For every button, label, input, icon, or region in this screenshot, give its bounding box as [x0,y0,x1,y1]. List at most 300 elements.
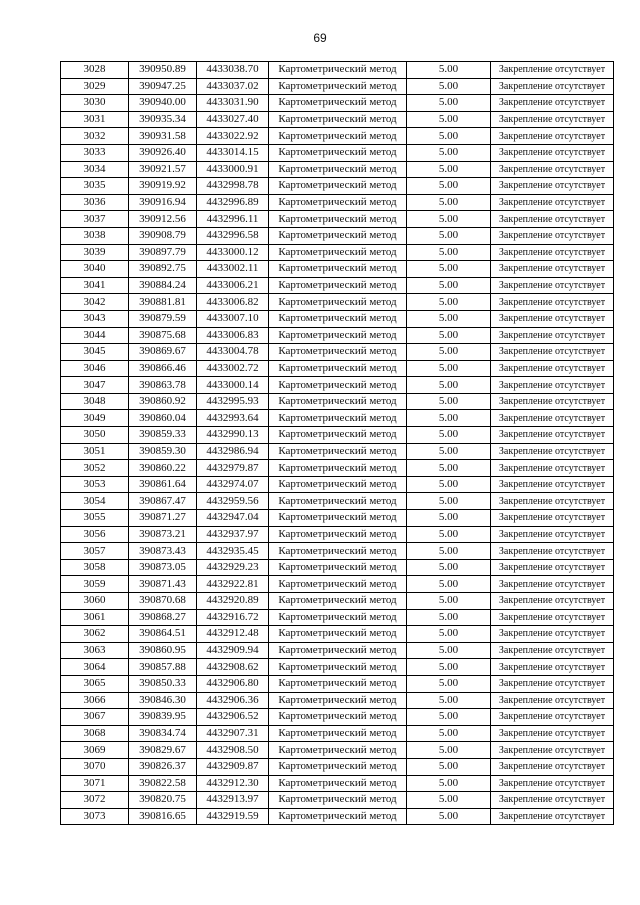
fixation-cell: Закрепление отсутствует [491,277,614,294]
y-coordinate-cell: 4432909.87 [197,758,269,775]
method-cell: Картометрический метод [269,709,407,726]
method-cell: Картометрический метод [269,675,407,692]
accuracy-cell: 5.00 [407,294,491,311]
accuracy-cell: 5.00 [407,476,491,493]
y-coordinate-cell: 4432913.97 [197,792,269,809]
y-coordinate-cell: 4433000.14 [197,377,269,394]
point-number-cell: 3061 [61,609,129,626]
method-cell: Картометрический метод [269,360,407,377]
table-row [61,742,614,759]
method-cell: Картометрический метод [269,626,407,643]
fixation-cell: Закрепление отсутствует [491,576,614,593]
accuracy-cell: 5.00 [407,344,491,361]
table-row [61,792,614,809]
table-row [61,277,614,294]
accuracy-cell: 5.00 [407,460,491,477]
method-cell: Картометрический метод [269,344,407,361]
coordinates-table [60,61,614,825]
table-row [61,410,614,427]
method-cell: Картометрический метод [269,310,407,327]
accuracy-cell: 5.00 [407,543,491,560]
table-row [61,476,614,493]
method-cell: Картометрический метод [269,111,407,128]
x-coordinate-cell: 390871.43 [129,576,197,593]
point-number-cell: 3031 [61,111,129,128]
y-coordinate-cell: 4432912.48 [197,626,269,643]
accuracy-cell: 5.00 [407,310,491,327]
fixation-cell: Закрепление отсутствует [491,78,614,95]
point-number-cell: 3060 [61,593,129,610]
fixation-cell: Закрепление отсутствует [491,742,614,759]
fixation-cell: Закрепление отсутствует [491,559,614,576]
fixation-cell: Закрепление отсутствует [491,294,614,311]
x-coordinate-cell: 390859.30 [129,443,197,460]
accuracy-cell: 5.00 [407,62,491,79]
accuracy-cell: 5.00 [407,675,491,692]
x-coordinate-cell: 390861.64 [129,476,197,493]
y-coordinate-cell: 4433006.83 [197,327,269,344]
table-row [61,526,614,543]
table-row [61,62,614,79]
accuracy-cell: 5.00 [407,111,491,128]
point-number-cell: 3052 [61,460,129,477]
y-coordinate-cell: 4432998.78 [197,178,269,195]
x-coordinate-cell: 390950.89 [129,62,197,79]
table-row [61,808,614,825]
accuracy-cell: 5.00 [407,725,491,742]
accuracy-cell: 5.00 [407,692,491,709]
table-row [61,128,614,145]
fixation-cell: Закрепление отсутствует [491,460,614,477]
x-coordinate-cell: 390822.58 [129,775,197,792]
point-number-cell: 3042 [61,294,129,311]
point-number-cell: 3071 [61,775,129,792]
x-coordinate-cell: 390863.78 [129,377,197,394]
fixation-cell: Закрепление отсутствует [491,808,614,825]
table-row [61,294,614,311]
table-row [61,144,614,161]
method-cell: Картометрический метод [269,460,407,477]
y-coordinate-cell: 4433031.90 [197,95,269,112]
method-cell: Картометрический метод [269,277,407,294]
y-coordinate-cell: 4433027.40 [197,111,269,128]
accuracy-cell: 5.00 [407,227,491,244]
fixation-cell: Закрепление отсутствует [491,709,614,726]
y-coordinate-cell: 4432908.62 [197,659,269,676]
method-cell: Картометрический метод [269,792,407,809]
point-number-cell: 3057 [61,543,129,560]
y-coordinate-cell: 4432906.52 [197,709,269,726]
accuracy-cell: 5.00 [407,178,491,195]
accuracy-cell: 5.00 [407,808,491,825]
method-cell: Картометрический метод [269,327,407,344]
fixation-cell: Закрепление отсутствует [491,626,614,643]
point-number-cell: 3066 [61,692,129,709]
accuracy-cell: 5.00 [407,510,491,527]
x-coordinate-cell: 390859.33 [129,427,197,444]
fixation-cell: Закрепление отсутствует [491,725,614,742]
y-coordinate-cell: 4433002.11 [197,261,269,278]
fixation-cell: Закрепление отсутствует [491,194,614,211]
y-coordinate-cell: 4433004.78 [197,344,269,361]
method-cell: Картометрический метод [269,593,407,610]
y-coordinate-cell: 4432986.94 [197,443,269,460]
accuracy-cell: 5.00 [407,642,491,659]
x-coordinate-cell: 390921.57 [129,161,197,178]
point-number-cell: 3043 [61,310,129,327]
x-coordinate-cell: 390860.95 [129,642,197,659]
fixation-cell: Закрепление отсутствует [491,675,614,692]
x-coordinate-cell: 390820.75 [129,792,197,809]
y-coordinate-cell: 4432937.97 [197,526,269,543]
fixation-cell: Закрепление отсутствует [491,526,614,543]
point-number-cell: 3059 [61,576,129,593]
table-row [61,244,614,261]
method-cell: Картометрический метод [269,692,407,709]
fixation-cell: Закрепление отсутствует [491,327,614,344]
table-row [61,493,614,510]
point-number-cell: 3073 [61,808,129,825]
method-cell: Картометрический метод [269,775,407,792]
accuracy-cell: 5.00 [407,95,491,112]
table-row [61,576,614,593]
method-cell: Картометрический метод [269,559,407,576]
table-row [61,725,614,742]
point-number-cell: 3041 [61,277,129,294]
fixation-cell: Закрепление отсутствует [491,543,614,560]
point-number-cell: 3030 [61,95,129,112]
accuracy-cell: 5.00 [407,559,491,576]
point-number-cell: 3056 [61,526,129,543]
point-number-cell: 3034 [61,161,129,178]
x-coordinate-cell: 390834.74 [129,725,197,742]
x-coordinate-cell: 390873.05 [129,559,197,576]
accuracy-cell: 5.00 [407,244,491,261]
y-coordinate-cell: 4432906.36 [197,692,269,709]
x-coordinate-cell: 390839.95 [129,709,197,726]
method-cell: Картометрический метод [269,227,407,244]
table-row [61,95,614,112]
fixation-cell: Закрепление отсутствует [491,443,614,460]
method-cell: Картометрический метод [269,443,407,460]
method-cell: Картометрический метод [269,725,407,742]
x-coordinate-cell: 390912.56 [129,211,197,228]
method-cell: Картометрический метод [269,410,407,427]
y-coordinate-cell: 4432993.64 [197,410,269,427]
table-row [61,543,614,560]
page-number: 69 [313,31,327,45]
method-cell: Картометрический метод [269,128,407,145]
y-coordinate-cell: 4432979.87 [197,460,269,477]
point-number-cell: 3067 [61,709,129,726]
fixation-cell: Закрепление отсутствует [491,244,614,261]
accuracy-cell: 5.00 [407,526,491,543]
accuracy-cell: 5.00 [407,277,491,294]
x-coordinate-cell: 390816.65 [129,808,197,825]
x-coordinate-cell: 390860.92 [129,393,197,410]
point-number-cell: 3070 [61,758,129,775]
method-cell: Картометрический метод [269,493,407,510]
method-cell: Картометрический метод [269,742,407,759]
fixation-cell: Закрепление отсутствует [491,692,614,709]
x-coordinate-cell: 390947.25 [129,78,197,95]
accuracy-cell: 5.00 [407,410,491,427]
table-row [61,675,614,692]
method-cell: Картометрический метод [269,178,407,195]
method-cell: Картометрический метод [269,393,407,410]
x-coordinate-cell: 390875.68 [129,327,197,344]
point-number-cell: 3047 [61,377,129,394]
method-cell: Картометрический метод [269,642,407,659]
x-coordinate-cell: 390908.79 [129,227,197,244]
table-row [61,609,614,626]
point-number-cell: 3065 [61,675,129,692]
accuracy-cell: 5.00 [407,427,491,444]
point-number-cell: 3035 [61,178,129,195]
method-cell: Картометрический метод [269,808,407,825]
accuracy-cell: 5.00 [407,144,491,161]
point-number-cell: 3038 [61,227,129,244]
table-row [61,227,614,244]
accuracy-cell: 5.00 [407,576,491,593]
point-number-cell: 3037 [61,211,129,228]
table-row [61,194,614,211]
accuracy-cell: 5.00 [407,78,491,95]
accuracy-cell: 5.00 [407,626,491,643]
point-number-cell: 3062 [61,626,129,643]
y-coordinate-cell: 4433000.12 [197,244,269,261]
y-coordinate-cell: 4432922.81 [197,576,269,593]
fixation-cell: Закрепление отсутствует [491,410,614,427]
fixation-cell: Закрепление отсутствует [491,128,614,145]
fixation-cell: Закрепление отсутствует [491,659,614,676]
accuracy-cell: 5.00 [407,709,491,726]
x-coordinate-cell: 390864.51 [129,626,197,643]
fixation-cell: Закрепление отсутствует [491,310,614,327]
point-number-cell: 3055 [61,510,129,527]
point-number-cell: 3046 [61,360,129,377]
x-coordinate-cell: 390916.94 [129,194,197,211]
fixation-cell: Закрепление отсутствует [491,642,614,659]
y-coordinate-cell: 4432908.50 [197,742,269,759]
point-number-cell: 3029 [61,78,129,95]
accuracy-cell: 5.00 [407,327,491,344]
x-coordinate-cell: 390860.04 [129,410,197,427]
accuracy-cell: 5.00 [407,194,491,211]
fixation-cell: Закрепление отсутствует [491,609,614,626]
table-row [61,510,614,527]
method-cell: Картометрический метод [269,427,407,444]
method-cell: Картометрический метод [269,294,407,311]
table-row [61,344,614,361]
fixation-cell: Закрепление отсутствует [491,510,614,527]
method-cell: Картометрический метод [269,609,407,626]
point-number-cell: 3072 [61,792,129,809]
x-coordinate-cell: 390850.33 [129,675,197,692]
x-coordinate-cell: 390871.27 [129,510,197,527]
y-coordinate-cell: 4432919.59 [197,808,269,825]
method-cell: Картометрический метод [269,144,407,161]
accuracy-cell: 5.00 [407,792,491,809]
table-row [61,377,614,394]
y-coordinate-cell: 4432920.89 [197,593,269,610]
x-coordinate-cell: 390870.68 [129,593,197,610]
fixation-cell: Закрепление отсутствует [491,144,614,161]
point-number-cell: 3040 [61,261,129,278]
y-coordinate-cell: 4433006.21 [197,277,269,294]
y-coordinate-cell: 4433022.92 [197,128,269,145]
accuracy-cell: 5.00 [407,161,491,178]
y-coordinate-cell: 4432996.11 [197,211,269,228]
point-number-cell: 3050 [61,427,129,444]
fixation-cell: Закрепление отсутствует [491,427,614,444]
table-body [61,62,614,825]
y-coordinate-cell: 4433006.82 [197,294,269,311]
fixation-cell: Закрепление отсутствует [491,178,614,195]
method-cell: Картометрический метод [269,758,407,775]
x-coordinate-cell: 390873.21 [129,526,197,543]
table-row [61,659,614,676]
point-number-cell: 3044 [61,327,129,344]
table-row [61,310,614,327]
accuracy-cell: 5.00 [407,775,491,792]
y-coordinate-cell: 4432959.56 [197,493,269,510]
x-coordinate-cell: 390866.46 [129,360,197,377]
point-number-cell: 3069 [61,742,129,759]
fixation-cell: Закрепление отсутствует [491,593,614,610]
accuracy-cell: 5.00 [407,211,491,228]
accuracy-cell: 5.00 [407,659,491,676]
method-cell: Картометрический метод [269,526,407,543]
y-coordinate-cell: 4432912.30 [197,775,269,792]
method-cell: Картометрический метод [269,659,407,676]
accuracy-cell: 5.00 [407,593,491,610]
fixation-cell: Закрепление отсутствует [491,62,614,79]
fixation-cell: Закрепление отсутствует [491,344,614,361]
point-number-cell: 3051 [61,443,129,460]
method-cell: Картометрический метод [269,95,407,112]
fixation-cell: Закрепление отсутствует [491,476,614,493]
point-number-cell: 3053 [61,476,129,493]
fixation-cell: Закрепление отсутствует [491,161,614,178]
point-number-cell: 3033 [61,144,129,161]
y-coordinate-cell: 4433002.72 [197,360,269,377]
table-row [61,443,614,460]
y-coordinate-cell: 4433000.91 [197,161,269,178]
x-coordinate-cell: 390879.59 [129,310,197,327]
x-coordinate-cell: 390884.24 [129,277,197,294]
x-coordinate-cell: 390919.92 [129,178,197,195]
point-number-cell: 3054 [61,493,129,510]
table-row [61,775,614,792]
point-number-cell: 3049 [61,410,129,427]
fixation-cell: Закрепление отсутствует [491,211,614,228]
fixation-cell: Закрепление отсутствует [491,377,614,394]
point-number-cell: 3036 [61,194,129,211]
accuracy-cell: 5.00 [407,393,491,410]
x-coordinate-cell: 390892.75 [129,261,197,278]
accuracy-cell: 5.00 [407,493,491,510]
y-coordinate-cell: 4432907.31 [197,725,269,742]
y-coordinate-cell: 4432996.89 [197,194,269,211]
point-number-cell: 3063 [61,642,129,659]
table-row [61,460,614,477]
fixation-cell: Закрепление отсутствует [491,360,614,377]
table-row [61,692,614,709]
y-coordinate-cell: 4432974.07 [197,476,269,493]
y-coordinate-cell: 4432990.13 [197,427,269,444]
fixation-cell: Закрепление отсутствует [491,758,614,775]
table-row [61,111,614,128]
x-coordinate-cell: 390826.37 [129,758,197,775]
fixation-cell: Закрепление отсутствует [491,95,614,112]
accuracy-cell: 5.00 [407,360,491,377]
x-coordinate-cell: 390867.47 [129,493,197,510]
method-cell: Картометрический метод [269,261,407,278]
y-coordinate-cell: 4432995.93 [197,393,269,410]
fixation-cell: Закрепление отсутствует [491,393,614,410]
y-coordinate-cell: 4433037.02 [197,78,269,95]
method-cell: Картометрический метод [269,194,407,211]
method-cell: Картометрический метод [269,576,407,593]
point-number-cell: 3039 [61,244,129,261]
table-row [61,360,614,377]
table-row [61,593,614,610]
point-number-cell: 3068 [61,725,129,742]
y-coordinate-cell: 4433007.10 [197,310,269,327]
x-coordinate-cell: 390935.34 [129,111,197,128]
x-coordinate-cell: 390873.43 [129,543,197,560]
table-row [61,327,614,344]
x-coordinate-cell: 390940.00 [129,95,197,112]
method-cell: Картометрический метод [269,377,407,394]
table-row [61,161,614,178]
table-row [61,626,614,643]
point-number-cell: 3048 [61,393,129,410]
x-coordinate-cell: 390829.67 [129,742,197,759]
x-coordinate-cell: 390860.22 [129,460,197,477]
method-cell: Картометрический метод [269,476,407,493]
fixation-cell: Закрепление отсутствует [491,261,614,278]
fixation-cell: Закрепление отсутствует [491,111,614,128]
method-cell: Картометрический метод [269,211,407,228]
accuracy-cell: 5.00 [407,128,491,145]
x-coordinate-cell: 390881.81 [129,294,197,311]
y-coordinate-cell: 4432929.23 [197,559,269,576]
method-cell: Картометрический метод [269,161,407,178]
table-row [61,178,614,195]
accuracy-cell: 5.00 [407,742,491,759]
fixation-cell: Закрепление отсутствует [491,792,614,809]
table-row [61,393,614,410]
table-row [61,211,614,228]
table-row [61,709,614,726]
point-number-cell: 3064 [61,659,129,676]
method-cell: Картометрический метод [269,78,407,95]
accuracy-cell: 5.00 [407,261,491,278]
accuracy-cell: 5.00 [407,377,491,394]
y-coordinate-cell: 4433038.70 [197,62,269,79]
fixation-cell: Закрепление отсутствует [491,227,614,244]
accuracy-cell: 5.00 [407,443,491,460]
point-number-cell: 3028 [61,62,129,79]
y-coordinate-cell: 4432916.72 [197,609,269,626]
y-coordinate-cell: 4432947.04 [197,510,269,527]
point-number-cell: 3032 [61,128,129,145]
point-number-cell: 3058 [61,559,129,576]
table-row [61,642,614,659]
y-coordinate-cell: 4432906.80 [197,675,269,692]
